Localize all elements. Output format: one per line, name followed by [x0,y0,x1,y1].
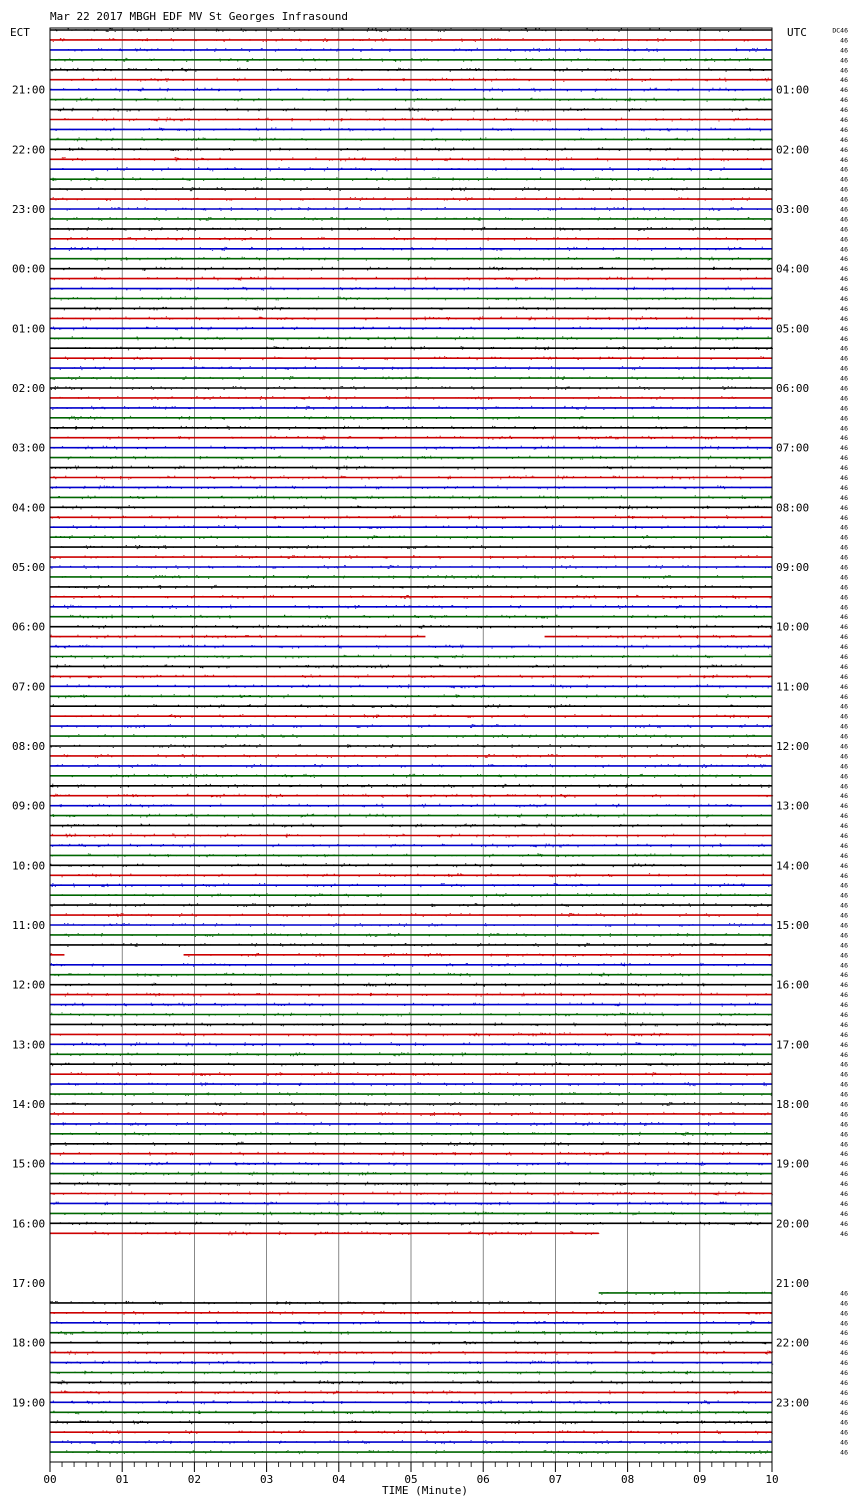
right-hour-label: 20:00 [776,1217,810,1231]
row-value-label: 46 [840,46,848,55]
row-value-label: 46 [840,861,848,870]
x-tick-label: 09 [693,1473,707,1486]
row-value-label: 46 [840,1190,848,1198]
row-value-label: 46 [840,603,848,612]
row-value-label: 46 [840,424,848,433]
row-value-label: 46 [840,354,848,363]
row-value-label: 46 [840,1428,848,1437]
row-value-label: 46 [840,1199,848,1208]
row-value-label: 46 [840,653,848,661]
row-value-label: 46 [840,841,848,850]
row-value-label: 46 [840,334,848,343]
row-value-label: 46 [840,901,848,910]
row-value-label: 46 [840,175,848,184]
row-value-label: 46 [840,1090,848,1099]
row-value-label: 46 [840,66,848,75]
row-value-label: 46 [840,762,848,771]
row-value-label: 46 [840,553,848,562]
left-hour-label: 00:00 [12,262,46,276]
row-value-label: 46 [840,1030,848,1039]
row-value-label: 46 [840,96,848,105]
row-value-label: 46 [840,1349,848,1358]
row-value-label: 46 [840,1339,848,1348]
row-value-label: 46 [840,1289,848,1298]
row-value-label: 46 [840,314,848,323]
right-axis-label: UTC [787,26,807,39]
row-value-label: 46 [840,822,848,831]
row-value-label: 46 [840,165,848,174]
right-hour-label: 22:00 [776,1336,810,1350]
right-hour-label: 08:00 [776,501,810,515]
row-value-label: 46 [840,265,848,274]
row-value-label: 46 [840,235,848,244]
x-tick-label: 01 [115,1473,129,1486]
row-value-label: 46 [840,1398,848,1407]
right-hour-label: 12:00 [776,740,810,753]
row-value-label: 46 [840,643,848,652]
row-value-label: 46 [840,1438,848,1447]
right-hour-label: 07:00 [776,441,810,455]
row-value-label: 46 [840,1299,848,1308]
right-hour-label: 13:00 [776,799,810,813]
row-value-label: 46 [840,832,848,840]
row-value-label: 46 [840,702,848,711]
row-value-label: 46 [840,56,848,65]
chart-title: Mar 22 2017 MBGH EDF MV St Georges Infrasound [50,10,349,23]
left-hour-label: 18:00 [12,1336,46,1350]
row-value-label: 46 [840,981,848,990]
row-value-label: 46 [840,613,848,622]
row-value-label: 46 [840,921,848,930]
row-value-label: 46 [840,275,848,284]
right-hour-label: 03:00 [776,203,810,216]
left-hour-labels [12,84,45,1410]
row-value-label: 46 [840,1100,848,1109]
row-value-label: 46 [840,941,848,950]
row-value-label: 46 [840,911,848,920]
row-value-label: 46 [840,1170,848,1179]
row-value-label: 46 [840,533,848,542]
right-hour-label: 09:00 [776,561,810,574]
row-value-label: 46 [840,344,848,353]
left-hour-label: 14:00 [12,1098,46,1111]
row-value-label: 46 [840,573,848,582]
row-value-label: 46 [840,1369,848,1377]
row-value-label: 46 [840,374,848,383]
row-value-label: 46 [840,772,848,781]
row-value-label: 46 [840,1219,848,1228]
row-value-label: 46 [840,583,848,592]
grid-layer [122,28,700,1462]
row-value-label: 46 [840,1408,848,1417]
row-value-label: 46 [840,623,848,632]
left-hour-label: 02:00 [12,382,46,395]
left-hour-label: 03:00 [12,441,46,455]
row-value-label: 46 [840,722,848,731]
row-value-label: DC46 [832,26,848,35]
row-value-label: 46 [840,454,848,463]
left-hour-label: 19:00 [12,1396,46,1410]
left-hour-label: 08:00 [12,740,46,753]
row-value-label: 46 [840,871,848,880]
left-hour-label: 07:00 [12,680,46,694]
x-tick-label: 10 [765,1473,779,1486]
row-value-label: 46 [840,285,848,294]
row-value-label: 46 [840,931,848,940]
x-tick-label: 08 [620,1473,635,1486]
row-value-label: 46 [840,1040,848,1049]
row-value-label: 46 [840,782,848,791]
right-hour-label: 05:00 [776,322,810,336]
row-value-label: 46 [840,851,848,860]
row-value-label: 46 [840,444,848,453]
row-value-label: 46 [840,145,848,154]
row-value-label: 46 [840,324,848,333]
row-value-label: 46 [840,195,848,204]
x-tick-label: 07 [548,1473,563,1486]
right-hour-label: 11:00 [776,680,810,694]
row-value-label: 46 [840,1070,848,1079]
row-value-label: 46 [840,434,848,443]
right-hour-labels [776,84,809,1410]
x-tick-label: 04 [332,1473,346,1486]
row-value-label: 46 [840,414,848,423]
left-hour-label: 04:00 [12,501,46,515]
row-value-label: 46 [840,742,848,751]
right-hour-label: 21:00 [776,1277,810,1290]
row-value-label: 46 [840,732,848,741]
left-hour-label: 15:00 [12,1157,46,1171]
row-value-label: 46 [840,404,848,413]
x-axis-label: TIME (Minute) [381,1484,469,1497]
row-value-label: 46 [840,205,848,214]
x-axis-ticks [43,1462,778,1486]
row-value-label: 46 [840,1180,848,1189]
row-value-label: 46 [840,1020,848,1029]
right-hour-label: 18:00 [776,1098,810,1111]
right-hour-label: 14:00 [776,859,810,873]
row-value-label: 46 [840,1001,848,1010]
row-value-label: 46 [840,135,848,144]
row-value-label: 46 [840,503,848,512]
row-value-label: 46 [840,1418,848,1427]
row-value-label: 46 [840,891,848,900]
left-hour-label: 16:00 [12,1217,46,1231]
row-value-label: 46 [840,961,848,970]
x-tick-label: 03 [259,1473,274,1486]
right-hour-label: 19:00 [776,1157,810,1171]
row-value-label: 46 [840,881,848,890]
row-value-label: 46 [840,682,848,691]
row-value-label: 46 [840,1319,848,1328]
row-value-label: 46 [840,1011,848,1019]
x-tick-label: 02 [187,1473,202,1486]
row-value-label: 46 [840,1309,848,1318]
row-value-label: 46 [840,245,848,254]
row-value-label: 46 [840,633,848,642]
row-value-label: 46 [840,1329,848,1338]
row-value-label: 46 [840,802,848,811]
row-value-label: 46 [840,1110,848,1119]
row-value-label: 46 [840,662,848,671]
x-tick-label: 06 [476,1473,490,1486]
row-value-label: 46 [840,394,848,403]
left-hour-label: 09:00 [12,799,46,813]
right-hour-label: 01:00 [776,83,810,97]
row-value-label: 46 [840,493,848,502]
row-value-label: 46 [840,483,848,492]
row-value-label: 46 [840,1359,848,1368]
row-value-label: 46 [840,116,848,124]
row-value-label: 46 [840,1080,848,1089]
row-value-label: 46 [840,225,848,234]
row-value-label: 46 [840,464,848,473]
left-hour-label: 05:00 [12,561,46,574]
row-value-label: 46 [840,1060,848,1069]
right-hour-label: 10:00 [776,620,810,634]
row-value-label: 46 [840,76,848,85]
row-value-label: 46 [840,364,848,373]
row-value-label: 46 [840,1150,848,1159]
left-hour-label: 13:00 [12,1038,46,1052]
row-value-label: 46 [840,155,848,164]
row-value-label: 46 [840,304,848,313]
row-value-label: 46 [840,812,848,821]
row-value-label: 46 [840,384,848,393]
row-value-label: 46 [840,474,848,482]
row-value-label: 46 [840,1229,848,1238]
right-hour-label: 23:00 [776,1396,810,1410]
row-value-label: 46 [840,1050,848,1059]
row-value-label: 46 [840,1448,848,1457]
row-value-label: 46 [840,593,848,602]
row-value-label: 46 [840,523,848,532]
right-hour-label: 15:00 [776,919,810,932]
row-value-label: 46 [840,712,848,721]
left-hour-label: 06:00 [12,620,46,634]
row-value-label: 46 [840,1209,848,1218]
left-hour-label: 10:00 [12,859,46,873]
left-hour-label: 21:00 [12,83,46,97]
row-value-label: 46 [840,1140,848,1149]
row-value-label: 46 [840,215,848,224]
row-value-label: 46 [840,1388,848,1397]
row-value-label: 46 [840,752,848,761]
row-value-label: 46 [840,563,848,572]
row-value-label: 46 [840,106,848,115]
row-value-label: 46 [840,991,848,1000]
right-hour-label: 02:00 [776,143,810,157]
row-value-label: 46 [840,295,848,303]
row-value-label: 46 [840,951,848,960]
right-hour-label: 16:00 [776,978,810,992]
row-value-label: 46 [840,125,848,134]
row-value-label: 46 [840,185,848,194]
row-value-label: 46 [840,792,848,801]
row-value-label: 46 [840,1160,848,1169]
x-tick-label: 05 [404,1473,418,1486]
row-value-label: 46 [840,1120,848,1129]
row-value-label: 46 [840,1130,848,1139]
left-hour-label: 01:00 [12,322,46,336]
row-value-label: 46 [840,672,848,681]
left-axis-label: ECT [10,26,30,39]
row-value-label: 46 [840,36,848,45]
trace-layer [50,28,773,1453]
x-tick-label: 00 [43,1473,57,1486]
left-hour-label: 17:00 [12,1277,46,1290]
row-value-label: 46 [840,692,848,701]
left-hour-label: 12:00 [12,978,46,992]
row-value-label: 46 [840,86,848,95]
right-hour-label: 17:00 [776,1038,810,1052]
row-value-labels [832,27,848,1457]
right-hour-label: 04:00 [776,262,810,276]
left-hour-label: 11:00 [12,919,46,932]
right-hour-label: 06:00 [776,382,810,395]
left-hour-label: 23:00 [12,203,46,216]
row-value-label: 46 [840,1378,848,1387]
left-hour-label: 22:00 [12,143,46,157]
row-value-label: 46 [840,513,848,522]
row-value-label: 46 [840,543,848,552]
row-value-label: 46 [840,255,848,264]
row-value-label: 46 [840,971,848,980]
